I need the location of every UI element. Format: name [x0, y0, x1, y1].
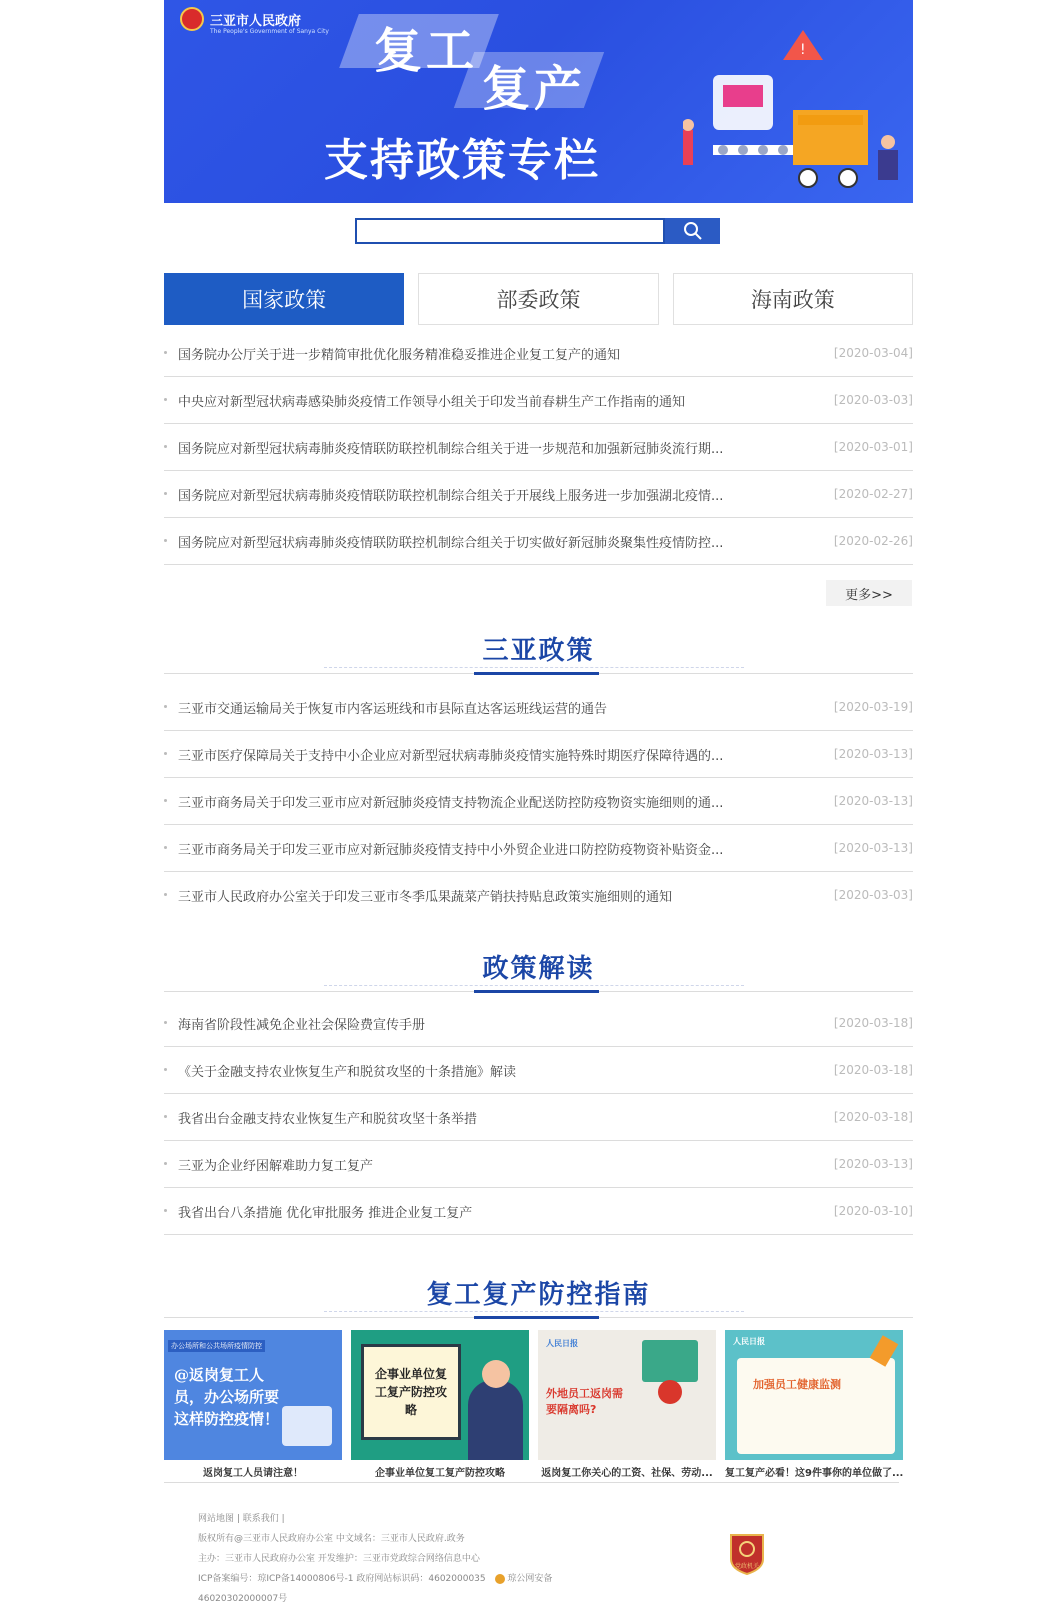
list-item: [164, 1000, 913, 1047]
guide-card-image: [725, 1330, 903, 1460]
worker-icon: [468, 1380, 523, 1460]
banner-title-line1: 复工: [374, 23, 479, 79]
list-item: [164, 872, 913, 918]
image-tag: 人民日报: [733, 1337, 765, 1346]
footer-police-link[interactable]: 琼公网安备: [507, 1574, 553, 1584]
badge-text: 党政机关: [734, 1563, 760, 1570]
guide-card-image: [164, 1330, 342, 1460]
list-item-date: [2020-03-18]: [833, 1016, 913, 1030]
list-item-date: [2020-03-18]: [833, 1110, 913, 1124]
list-item-date: [2020-03-04]: [833, 346, 913, 360]
guide-card-image: [538, 1330, 716, 1460]
tab-ministry-policy[interactable]: 部委政策: [418, 273, 658, 325]
list-item-date: [2020-03-13]: [833, 794, 913, 808]
guide-card-caption: 返岗复工人员请注意！: [203, 1468, 303, 1479]
footer-police-number: 46020302000007号: [198, 1594, 288, 1604]
footer-link-contact[interactable]: 联系我们: [242, 1514, 279, 1524]
list-item: [164, 377, 913, 424]
list-item: [164, 1141, 913, 1188]
list-item-link[interactable]: 国务院应对新型冠状病毒肺炎疫情联防联控机制综合组关于开展线上服务进一步加强湖北疫情...: [164, 485, 723, 504]
list-item: [164, 330, 913, 377]
section-title: 复工复产防控指南: [426, 1280, 651, 1310]
more-button[interactable]: 更多>>: [826, 580, 912, 606]
list-item-link[interactable]: 中央应对新型冠状病毒感染肺炎疫情工作领导小组关于印发当前春耕生产工作指南的通知: [164, 391, 685, 410]
office-desk-icon: [282, 1406, 332, 1446]
footer-link-sitemap[interactable]: 网站地图: [198, 1514, 235, 1524]
list-item: [164, 825, 913, 872]
list-item-link[interactable]: 我省出台八条措施 优化审批服务 推进企业复工复产: [164, 1202, 472, 1221]
section-decor-line: [324, 667, 744, 669]
section-decor-line: [324, 1311, 744, 1313]
gov-badge[interactable]: [729, 1533, 765, 1579]
banner: [164, 0, 913, 203]
tab-hainan-policy[interactable]: 海南政策: [673, 273, 913, 325]
image-tag: 办公场所和公共场所疫情防控: [168, 1340, 265, 1352]
banner-title-line3: 支持政策专栏: [324, 135, 600, 186]
list-item-link[interactable]: 国务院办公厅关于进一步精简审批优化服务精准稳妥推进企业复工复产的通知: [164, 344, 620, 363]
list-item-link[interactable]: 《关于金融支持农业恢复生产和脱贫攻坚的十条措施》解读: [164, 1061, 516, 1080]
list-item-date: [2020-03-03]: [833, 393, 913, 407]
interpretation-list: [164, 1000, 913, 1235]
worker-head-icon: [482, 1360, 510, 1388]
section-header-guide: [164, 1274, 913, 1318]
list-item-date: [2020-03-13]: [833, 841, 913, 855]
emblem-icon: [180, 7, 204, 31]
guide-card[interactable]: [351, 1330, 529, 1479]
tab-national-policy[interactable]: 国家政策: [164, 273, 404, 325]
list-item-link[interactable]: 三亚为企业纾困解难助力复工复产: [164, 1155, 373, 1174]
image-headline: 外地员工返岗需要隔离吗?: [546, 1387, 623, 1416]
list-item-date: [2020-03-01]: [833, 440, 913, 454]
banner-title-line2: 复产: [482, 61, 587, 117]
footer-host: 主办：三亚市人民政府办公室 开发维护：三亚市党政综合网络信息中心: [198, 1554, 480, 1564]
person-icon: [658, 1380, 682, 1404]
search-input[interactable]: [355, 218, 665, 244]
logo-subtitle: The People's Government of Sanya City: [210, 28, 329, 35]
image-headline: 企事业单位复工复产防控攻略: [374, 1367, 447, 1417]
list-item-date: [2020-03-03]: [833, 888, 913, 902]
list-item: [164, 518, 913, 565]
search-button[interactable]: [665, 218, 720, 244]
list-item-link[interactable]: 海南省阶段性减免企业社会保险费宣传手册: [164, 1014, 425, 1033]
list-item-link[interactable]: 三亚市商务局关于印发三亚市应对新冠肺炎疫情支持物流企业配送防控防疫物资实施细则的通...: [164, 792, 723, 811]
list-item-date: [2020-03-18]: [833, 1063, 913, 1077]
image-headline: @返岗复工人员，办公场所要这样防控疫情！: [174, 1366, 280, 1428]
list-item-date: [2020-03-19]: [833, 700, 913, 714]
image-tag: 人民日报: [546, 1339, 578, 1348]
monitor-icon: [642, 1340, 698, 1382]
footer-icp: [198, 1569, 552, 1589]
section-header-sanya: [164, 630, 913, 674]
section-title: 三亚政策: [482, 636, 595, 666]
list-item: [164, 471, 913, 518]
guide-card[interactable]: [538, 1330, 716, 1479]
list-item-date: [2020-02-26]: [833, 534, 913, 548]
footer-copyright: 版权所有@三亚市人民政府办公室 中文域名：三亚市人民政府.政务: [198, 1534, 465, 1544]
section-underline: [474, 672, 599, 675]
list-item-date: [2020-03-10]: [833, 1204, 913, 1218]
sanya-policy-list: [164, 684, 913, 918]
guide-card[interactable]: [725, 1330, 903, 1479]
footer-icp-text: ICP备案编号：琼ICP备14000806号-1 政府网站标识码：4602000035: [198, 1574, 486, 1584]
list-item-date: [2020-03-13]: [833, 1157, 913, 1171]
guide-card[interactable]: [164, 1330, 342, 1479]
list-item: [164, 1047, 913, 1094]
section-title: 政策解读: [482, 954, 595, 984]
search-bar: [355, 218, 720, 244]
list-item-date: [2020-03-13]: [833, 747, 913, 761]
police-badge-icon: [495, 1574, 505, 1584]
list-item: [164, 424, 913, 471]
guide-card-caption: 企事业单位复工复产防控攻略: [375, 1468, 505, 1479]
guide-card-caption: 复工复产必看！这9件事你的单位做了...: [725, 1468, 903, 1479]
list-item-link[interactable]: 三亚市商务局关于印发三亚市应对新冠肺炎疫情支持中小外贸企业进口防控防疫物资补贴资金...: [164, 839, 723, 858]
list-item-link[interactable]: 三亚市交通运输局关于恢复市内客运班线和市县际直达客运班线运营的通告: [164, 698, 607, 717]
list-item-link[interactable]: 国务院应对新型冠状病毒肺炎疫情联防联控机制综合组关于切实做好新冠肺炎聚集性疫情防控...: [164, 532, 723, 551]
image-board: [361, 1344, 461, 1440]
cards-divider: [164, 1482, 899, 1483]
list-item-link[interactable]: 我省出台金融支持农业恢复生产和脱贫攻坚十条举措: [164, 1108, 477, 1127]
logo-text: 三亚市人民政府: [210, 13, 302, 29]
list-item: [164, 1094, 913, 1141]
policy-tabs: [164, 273, 913, 325]
list-item: [164, 731, 913, 778]
national-policy-list: [164, 330, 913, 565]
svg-text:!: !: [800, 42, 806, 58]
image-headline: 加强员工健康监测: [753, 1378, 841, 1391]
party-gov-badge-icon: [729, 1533, 765, 1575]
list-item-link[interactable]: 三亚市医疗保障局关于支持中小企业应对新型冠状病毒肺炎疫情实施特殊时期医疗保障待遇的...: [164, 745, 723, 764]
list-item-link[interactable]: 三亚市人民政府办公室关于印发三亚市冬季瓜果蔬菜产销扶持贴息政策实施细则的通知: [164, 886, 672, 905]
image-paper: [737, 1358, 895, 1454]
list-item-date: [2020-02-27]: [833, 487, 913, 501]
guide-cards: [164, 1330, 913, 1479]
list-item: [164, 778, 913, 825]
guide-card-image: [351, 1330, 529, 1460]
section-decor-line: [324, 985, 744, 987]
section-underline: [474, 1316, 599, 1319]
list-item-link[interactable]: 国务院应对新型冠状病毒肺炎疫情联防联控机制综合组关于进一步规范和加强新冠肺炎流行期...: [164, 438, 723, 457]
list-item: [164, 684, 913, 731]
footer: [198, 1509, 552, 1609]
section-underline: [474, 990, 599, 993]
section-header-interpretation: [164, 948, 913, 992]
guide-card-caption: 返岗复工你关心的工资、社保、劳动...: [541, 1468, 713, 1479]
footer-links: 网站地图 | 联系我们 |: [198, 1514, 285, 1524]
list-item: [164, 1188, 913, 1235]
construction-illustration-icon: [683, 30, 913, 200]
search-icon: [683, 221, 703, 241]
